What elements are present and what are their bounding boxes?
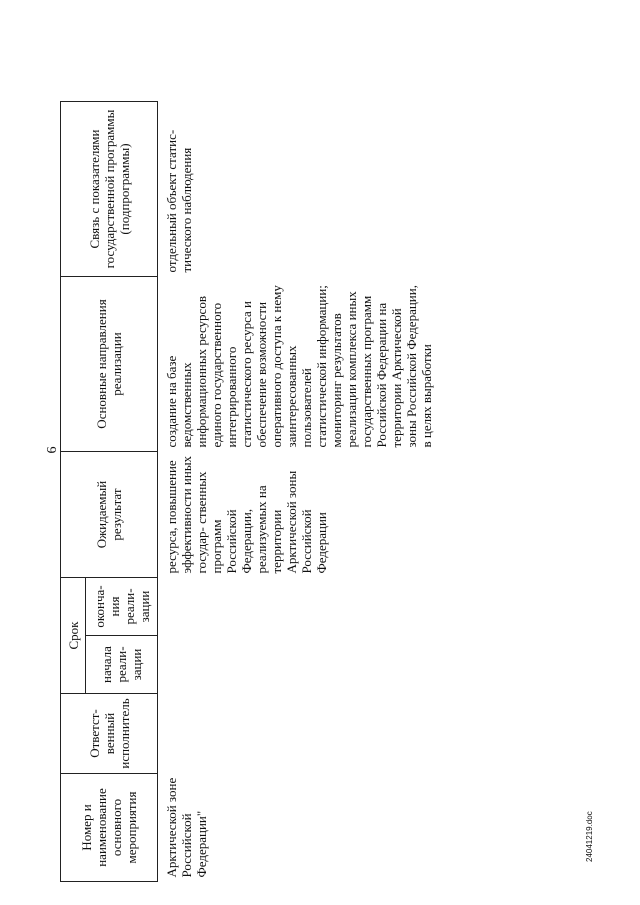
header-number-name: Номер и наименование основного мероприятия	[61, 774, 158, 882]
header-end: оконча- ния реали- зации	[86, 578, 158, 636]
cell-activity: Арктической зоне Российской Федерации"	[164, 777, 209, 878]
cell-expected-result: ресурса, повышение эффективности иных государ- ственных программ Российской Федерации, реализуемых на территории Арктической зоны Российской Федерации	[164, 455, 329, 574]
header-main-directions: Основные направления реализации	[61, 277, 158, 452]
activities-table	[60, 101, 434, 882]
header-responsible: Ответст- венный исполнитель	[61, 694, 158, 774]
page-number: 6	[45, 446, 60, 454]
cell-main-directions: создание на базе ведомственных информационных ресурсов единого государственного интегрированного статистического ресурса и обеспечение возможности оперативного доступа к нему заинтересованных пользователей статистической информации; мониторинг результатов реализации комплекса иных государственных программ Российской Федерации на территории Арктической зоны Российской Федерации, в целях выработки	[164, 285, 434, 448]
cell-responsible	[158, 694, 435, 774]
header-indicators-link: Связь с показателями государственной программы (подпрограммы)	[61, 102, 158, 277]
header-expected-result: Ожидаемый результат	[61, 452, 158, 578]
header-term: Срок	[61, 578, 86, 694]
rotated-table-area	[60, 7, 640, 882]
cell-start	[158, 636, 435, 694]
cell-end	[158, 578, 435, 636]
header-start: начала реали- зации	[86, 636, 158, 694]
table-row	[158, 102, 435, 882]
document-id: 24041219.doc	[585, 811, 594, 862]
cell-indicators-link: отдельный объект статис- тического наблюдения	[164, 129, 194, 273]
